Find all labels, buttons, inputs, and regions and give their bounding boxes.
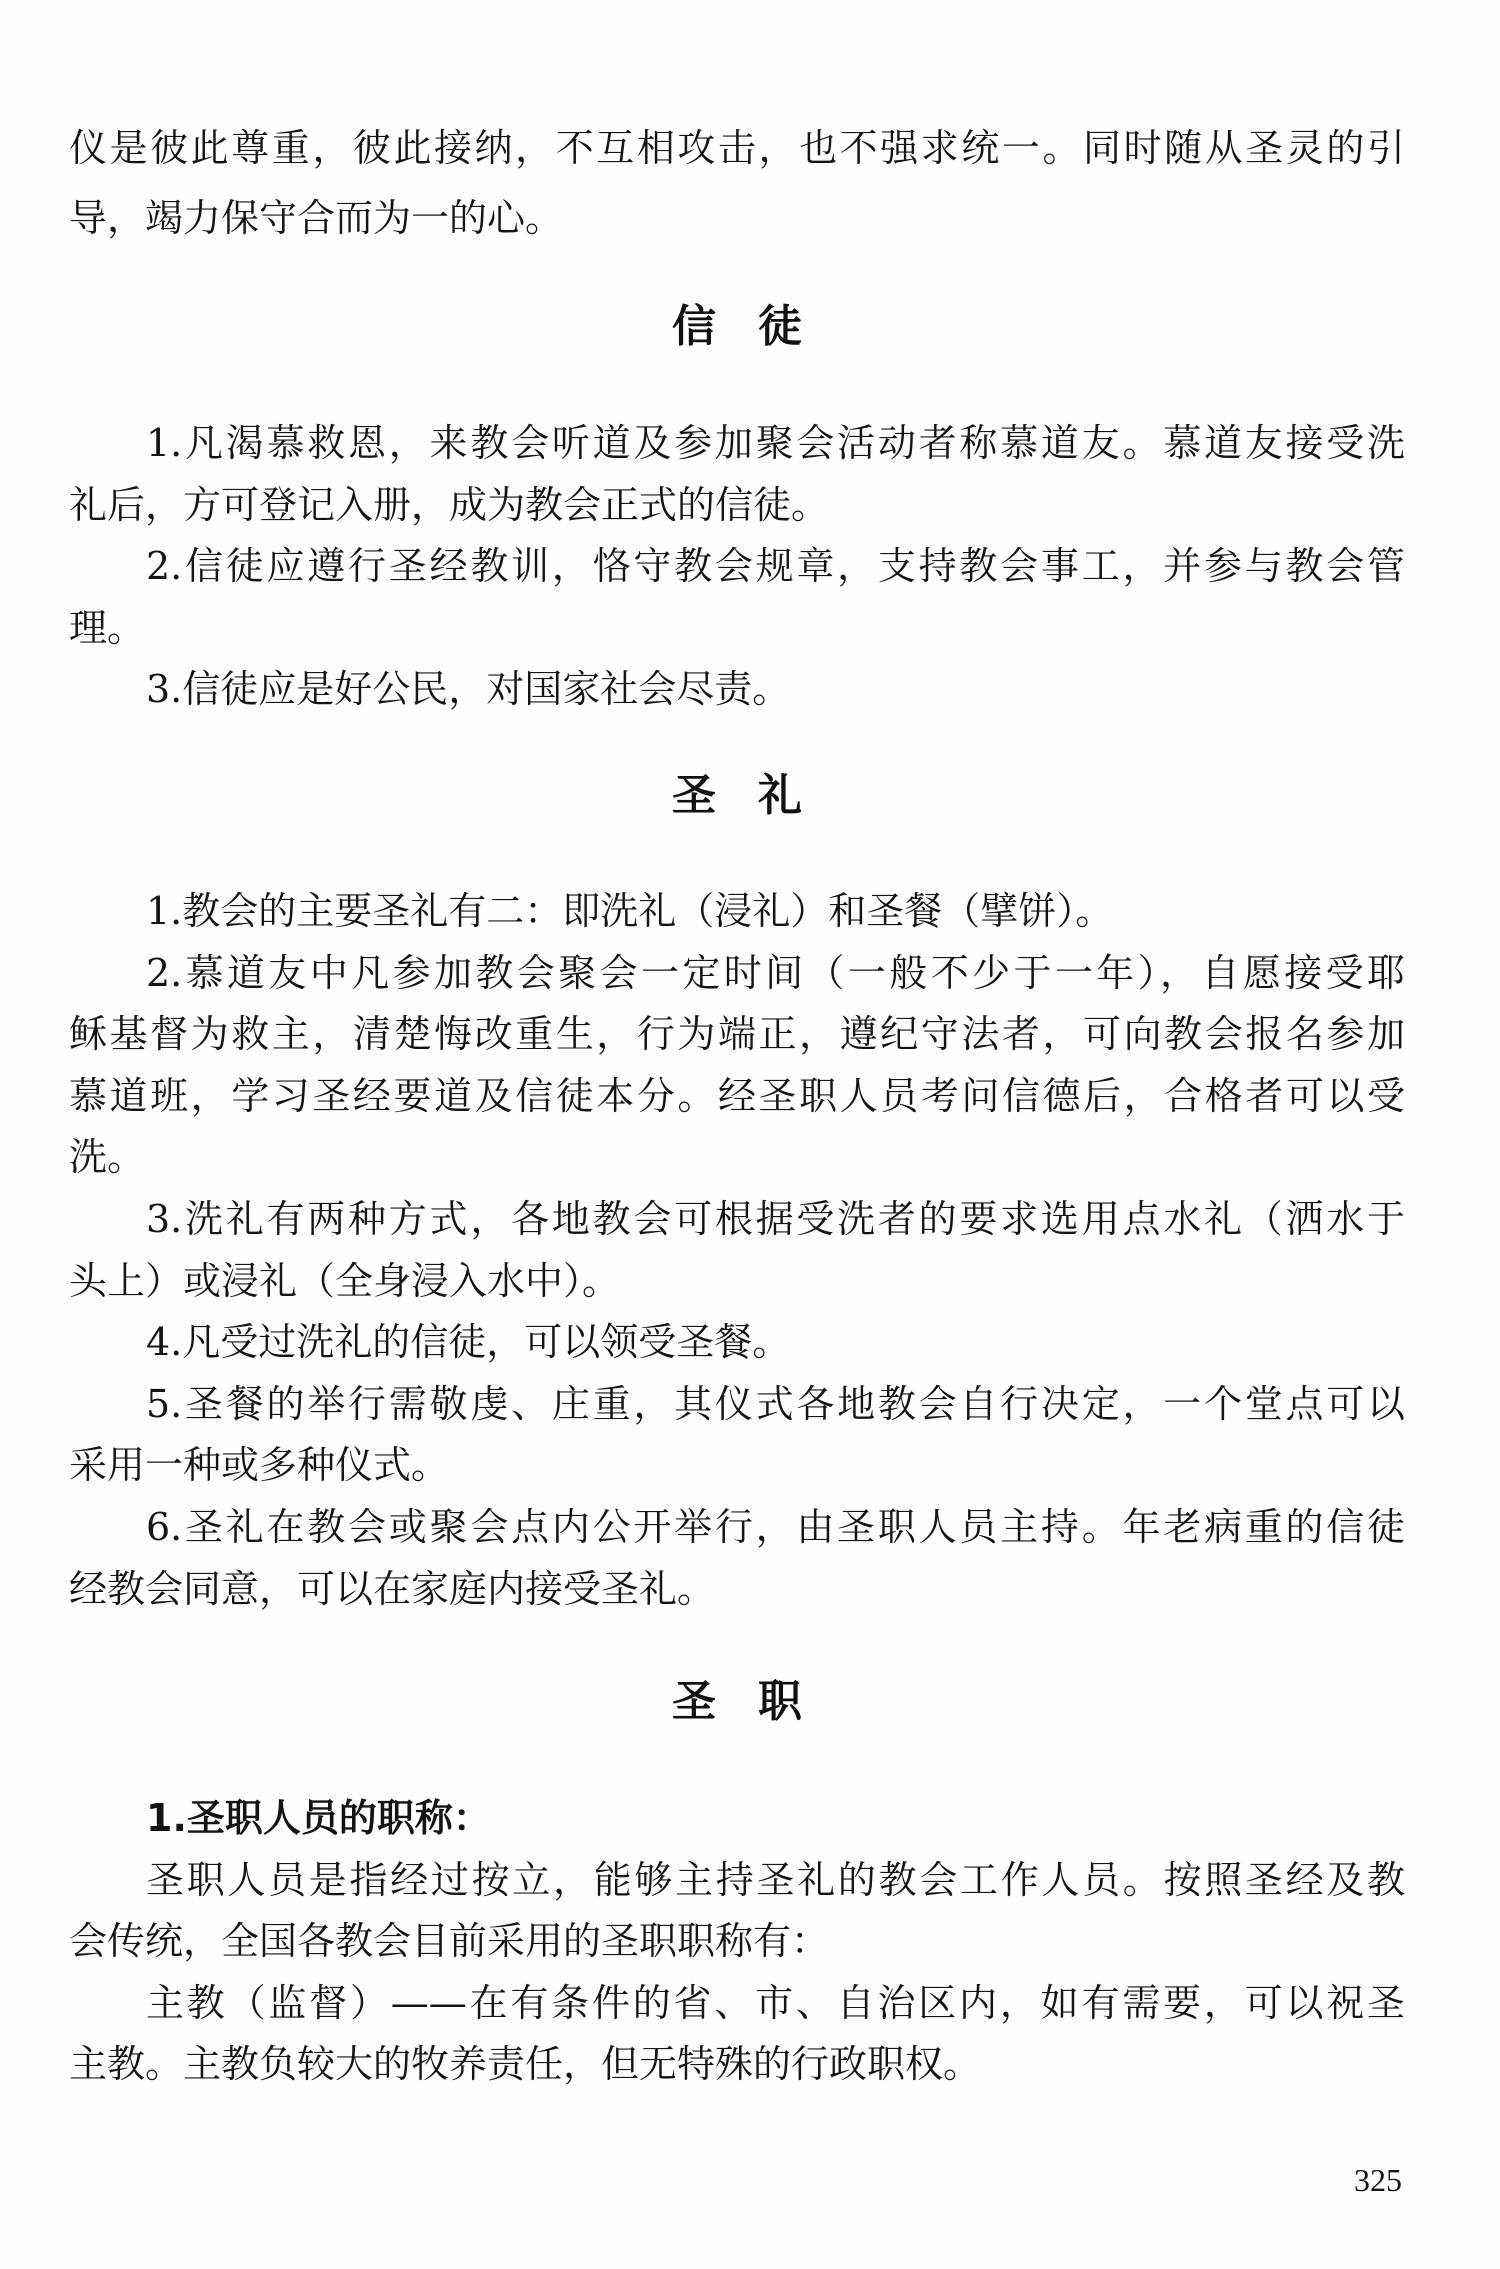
paragraph-line: 5.圣餐的举行需敬虔、庄重，其仪式各地教会自行决定，一个堂点可以 bbox=[146, 1381, 1405, 1426]
paragraph-line: 慕道班，学习圣经要道及信徒本分。经圣职人员考问信德后，合格者可以受 bbox=[69, 1073, 1405, 1118]
section-body bbox=[69, 1788, 1405, 2096]
paragraph-line: 稣基督为救主，清楚悔改重生，行为端正，遵纪守法者，可向教会报名参加 bbox=[69, 1012, 1405, 1057]
page-number: 325 bbox=[1354, 2162, 1402, 2198]
numbered-paragraph bbox=[69, 1497, 1405, 1620]
numbered-paragraph bbox=[69, 1189, 1405, 1312]
numbered-paragraph bbox=[69, 1374, 1405, 1497]
paragraph-line: 2.信徒应遵行圣经教训，恪守教会规章，支持教会事工，并参与教会管 bbox=[146, 544, 1405, 589]
numbered-paragraph bbox=[69, 536, 1405, 659]
numbered-paragraph bbox=[69, 659, 1405, 721]
paragraph-line: 圣职人员是指经过按立，能够主持圣礼的教会工作人员。按照圣经及教 bbox=[146, 1857, 1405, 1902]
paragraph-line: 理。 bbox=[69, 605, 146, 650]
paragraph-line: 1.教会的主要圣礼有二：即洗礼（浸礼）和圣餐（擘饼）。 bbox=[146, 888, 1114, 933]
paragraph-line: 主教。主教负较大的牧养责任，但无特殊的行政职权。 bbox=[69, 2042, 982, 2087]
page-body bbox=[69, 113, 1405, 2096]
paragraph-line: 2.慕道友中凡参加教会聚会一定时间（一般不少于一年），自愿接受耶 bbox=[146, 950, 1405, 995]
continued-paragraph bbox=[69, 113, 1405, 253]
section-heading: 圣礼 bbox=[672, 769, 844, 821]
paragraph-line: 洗。 bbox=[69, 1135, 146, 1180]
paragraph-line: 主教（监督）——在有条件的省、市、自治区内，如有需要，可以祝圣 bbox=[146, 1980, 1405, 2025]
paragraph-line: 1.凡渴慕救恩，来教会听道及参加聚会活动者称慕道友。慕道友接受洗 bbox=[146, 421, 1405, 465]
paragraph-line: 会传统，全国各教会目前采用的圣职职称有： bbox=[69, 1919, 830, 1964]
paragraph bbox=[69, 1850, 1405, 1973]
section-heading: 圣职 bbox=[672, 1676, 844, 1728]
paragraph-line: 采用一种或多种仪式。 bbox=[69, 1443, 450, 1488]
numbered-paragraph bbox=[69, 1312, 1405, 1374]
paragraph-line: 6.圣礼在教会或聚会点内公开举行，由圣职人员主持。年老病重的信徒 bbox=[146, 1504, 1405, 1549]
section-heading: 信徒 bbox=[672, 301, 844, 352]
paragraph-line: 仪是彼此尊重，彼此接纳，不互相攻击，也不强求统一。同时随从圣灵的引 bbox=[69, 126, 1405, 170]
subsection-title: 1.圣职人员的职称： bbox=[146, 1796, 491, 1841]
numbered-paragraph bbox=[69, 413, 1405, 536]
paragraph-line: 头上）或浸礼（全身浸入水中）。 bbox=[69, 1258, 621, 1303]
paragraph-line: 礼后，方可登记入册，成为教会正式的信徒。 bbox=[69, 482, 830, 527]
paragraph-line: 3.信徒应是好公民，对国家社会尽责。 bbox=[146, 667, 791, 712]
paragraph-line: 导，竭力保守合而为一的心。 bbox=[69, 196, 564, 240]
paragraph-line: 经教会同意，可以在家庭内接受圣礼。 bbox=[69, 1566, 716, 1611]
paragraph-line: 4.凡受过洗礼的信徒，可以领受圣餐。 bbox=[146, 1320, 791, 1365]
numbered-paragraph bbox=[69, 881, 1405, 943]
section-body bbox=[69, 413, 1405, 721]
numbered-paragraph bbox=[69, 943, 1405, 1189]
paragraph-line: 3.洗礼有两种方式，各地教会可根据受洗者的要求选用点水礼（洒水于 bbox=[146, 1196, 1405, 1241]
paragraph bbox=[69, 1973, 1405, 2096]
section-body bbox=[69, 881, 1405, 1620]
